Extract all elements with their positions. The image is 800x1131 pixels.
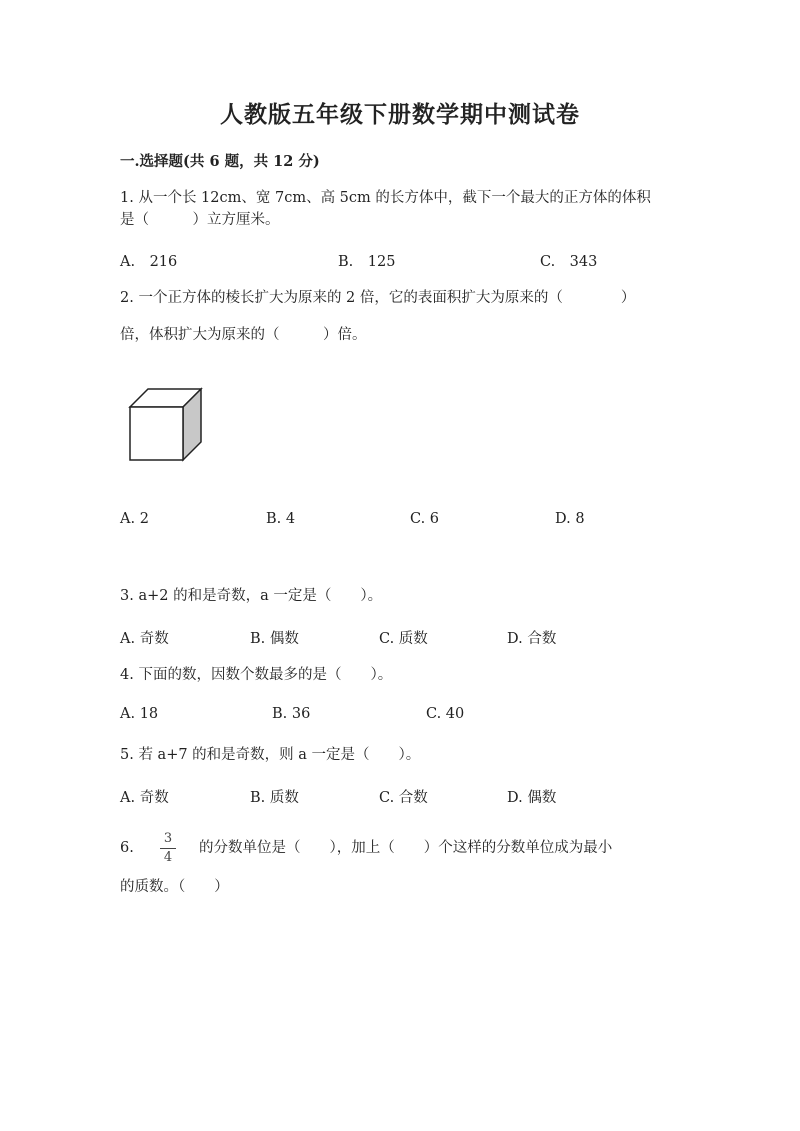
fraction-numerator: 3 (163, 831, 173, 846)
cube-front-face (130, 407, 183, 460)
fraction-bar (160, 848, 176, 849)
question-5-line-1: 5. 若 a+7 的和是奇数，则 a 一定是（ ）。 (120, 747, 421, 763)
q3-option-c: C. 质数 (379, 631, 428, 647)
fraction-denominator: 4 (163, 850, 173, 865)
q1-option-a: A. 216 (120, 254, 178, 270)
question-6-line-2: 的质数。（ ） (120, 879, 229, 895)
question-2-line-2: 倍，体积扩大为原来的（ ）倍。 (120, 327, 367, 343)
q2-option-b: B. 4 (266, 511, 296, 527)
q4-option-a: A. 18 (120, 706, 159, 722)
q3-option-d: D. 合数 (507, 631, 557, 647)
cube-figure (125, 385, 207, 465)
question-4-line-1: 4. 下面的数，因数个数最多的是（ ）。 (120, 667, 393, 683)
question-1-line-2: 是（ ）立方厘米。 (120, 212, 280, 228)
q2-option-a: A. 2 (120, 511, 149, 527)
question-2-line-1: 2. 一个正方体的棱长扩大为原来的 2 倍，它的表面积扩大为原来的（ ） (120, 290, 636, 306)
q2-option-d: D. 8 (555, 511, 585, 527)
q5-option-a: A. 奇数 (120, 790, 169, 806)
q3-option-b: B. 偶数 (250, 631, 299, 647)
question-6-number: 6. (120, 840, 134, 856)
q5-option-c: C. 合数 (379, 790, 428, 806)
q1-option-b: B. 125 (338, 254, 396, 270)
q2-option-c: C. 6 (410, 511, 440, 527)
fraction-three-quarters (158, 832, 178, 865)
q1-option-c: C. 343 (540, 254, 598, 270)
q3-option-a: A. 奇数 (120, 631, 169, 647)
q4-option-b: B. 36 (272, 706, 311, 722)
page-title: 人教版五年级下册数学期中测试卷 (220, 101, 580, 128)
q4-option-c: C. 40 (426, 706, 465, 722)
question-6-line-1: 的分数单位是（ ），加上（ ）个这样的分数单位成为最小 (199, 840, 613, 856)
question-1-line-1: 1. 从一个长 12cm、宽 7cm、高 5cm 的长方体中，截下一个最大的正方体的体积 (120, 190, 651, 206)
section-heading: 一.选择题(共 6 题，共 12 分) (120, 153, 320, 170)
q5-option-d: D. 偶数 (507, 790, 557, 806)
q5-option-b: B. 质数 (250, 790, 299, 806)
question-3-line-1: 3. a+2 的和是奇数，a 一定是（ ）。 (120, 588, 383, 604)
